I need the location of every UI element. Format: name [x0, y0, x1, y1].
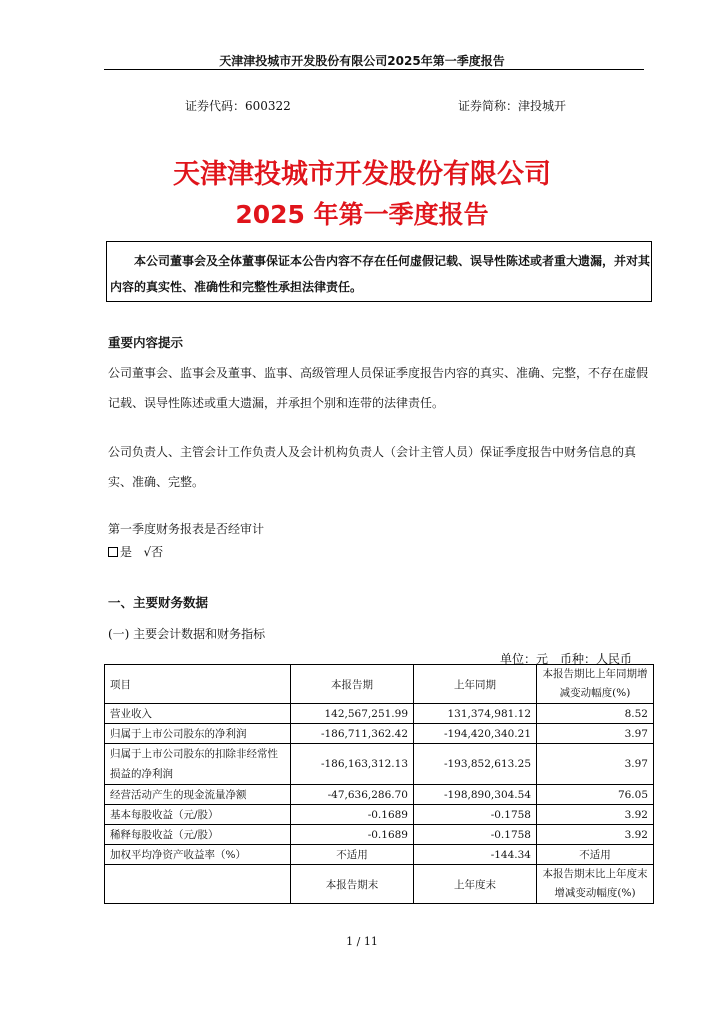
- header-cell: 本报告期: [291, 665, 414, 704]
- table-cell: 142,567,251.99: [291, 704, 414, 724]
- table-header-row-2: [105, 865, 654, 904]
- table-header-row: [105, 665, 654, 704]
- table-cell: 归属于上市公司股东的净利润: [105, 724, 291, 744]
- table-row: [105, 785, 654, 805]
- table-cell: 不适用: [537, 845, 654, 865]
- table-cell: 131,374,981.12: [414, 704, 537, 724]
- audit-yes-label: 是: [120, 545, 133, 559]
- table-cell: -193,852,613.25: [414, 744, 537, 785]
- statement-text: 本公司董事会及全体董事保证本公告内容不存在任何虚假记载、误导性陈述或者重大遗漏，并对其内容的真实性、准确性和完整性承担法律责任。: [110, 254, 651, 294]
- empty-checkbox-icon: [108, 547, 118, 557]
- running-header: 天津津投城市开发股份有限公司2025年第一季度报告: [219, 54, 505, 68]
- audit-no-label: √否: [143, 545, 164, 559]
- section-1-title: 一、主要财务数据: [108, 595, 209, 610]
- highlights-title: 重要内容提示: [108, 335, 184, 350]
- table-cell: -0.1689: [291, 805, 414, 825]
- header-cell: [105, 865, 291, 904]
- header-cell: 项目: [105, 665, 291, 704]
- table-cell: -194,420,340.21: [414, 724, 537, 744]
- table-cell: 稀释每股收益（元/股）: [105, 825, 291, 845]
- table-cell: 3.92: [537, 825, 654, 845]
- table-cell: 3.97: [537, 724, 654, 744]
- table-cell: 营业收入: [105, 704, 291, 724]
- header-cell: 本报告期比上年同期增减变动幅度(%): [537, 665, 654, 704]
- table-cell: -47,636,286.70: [291, 785, 414, 805]
- highlights-para-1: 公司董事会、监事会及董事、监事、高级管理人员保证季度报告内容的真实、准确、完整，不存在虚假记载、误导性陈述或重大遗漏，并承担个别和连带的法律责任。: [108, 366, 649, 410]
- table-cell: 归属于上市公司股东的扣除非经常性损益的净利润: [105, 744, 291, 785]
- table-row: [105, 845, 654, 865]
- table-cell: 76.05: [537, 785, 654, 805]
- table-cell: -186,163,312.13: [291, 744, 414, 785]
- table-cell: 3.97: [537, 744, 654, 785]
- table-cell: 经营活动产生的现金流量净额: [105, 785, 291, 805]
- table-cell: 基本每股收益（元/股）: [105, 805, 291, 825]
- highlights-para-2: 公司负责人、主管会计工作负责人及会计机构负责人（会计主管人员）保证季度报告中财务信息的真实、准确、完整。: [108, 445, 637, 489]
- table-cell: -0.1758: [414, 825, 537, 845]
- table-cell: -0.1758: [414, 805, 537, 825]
- header-cell: 本报告期末比上年度末增减变动幅度(%): [537, 865, 654, 904]
- security-abbreviation: 证券简称：津投城开: [458, 99, 567, 113]
- header-cell: 本报告期末: [291, 865, 414, 904]
- table-cell: -198,890,304.54: [414, 785, 537, 805]
- table-row: [105, 805, 654, 825]
- table-row: [105, 744, 654, 785]
- financial-data-table: [104, 664, 654, 904]
- table-cell: 不适用: [291, 845, 414, 865]
- table-cell: -0.1689: [291, 825, 414, 845]
- table-row: [105, 704, 654, 724]
- table-cell: -186,711,362.42: [291, 724, 414, 744]
- audit-options: [108, 543, 163, 560]
- company-title: 天津津投城市开发股份有限公司: [173, 159, 551, 190]
- table-row: [105, 724, 654, 744]
- table-cell: 3.92: [537, 805, 654, 825]
- section-1-subtitle: (一) 主要会计数据和财务指标: [108, 627, 266, 641]
- header-rule: [104, 69, 644, 70]
- report-title: 2025 年第一季度报告: [235, 200, 489, 229]
- table-row: [105, 825, 654, 845]
- audit-question: 第一季度财务报表是否经审计: [108, 522, 265, 536]
- page-number: 1 / 11: [346, 935, 378, 948]
- unit-currency-line: 单位：元 币种：人民币: [500, 652, 633, 666]
- table-cell: 8.52: [537, 704, 654, 724]
- header-cell: 上年度末: [414, 865, 537, 904]
- header-cell: 上年同期: [414, 665, 537, 704]
- table-cell: -144.34: [414, 845, 537, 865]
- security-code: 证券代码：600322: [185, 99, 291, 113]
- table-cell: 加权平均净资产收益率（%）: [105, 845, 291, 865]
